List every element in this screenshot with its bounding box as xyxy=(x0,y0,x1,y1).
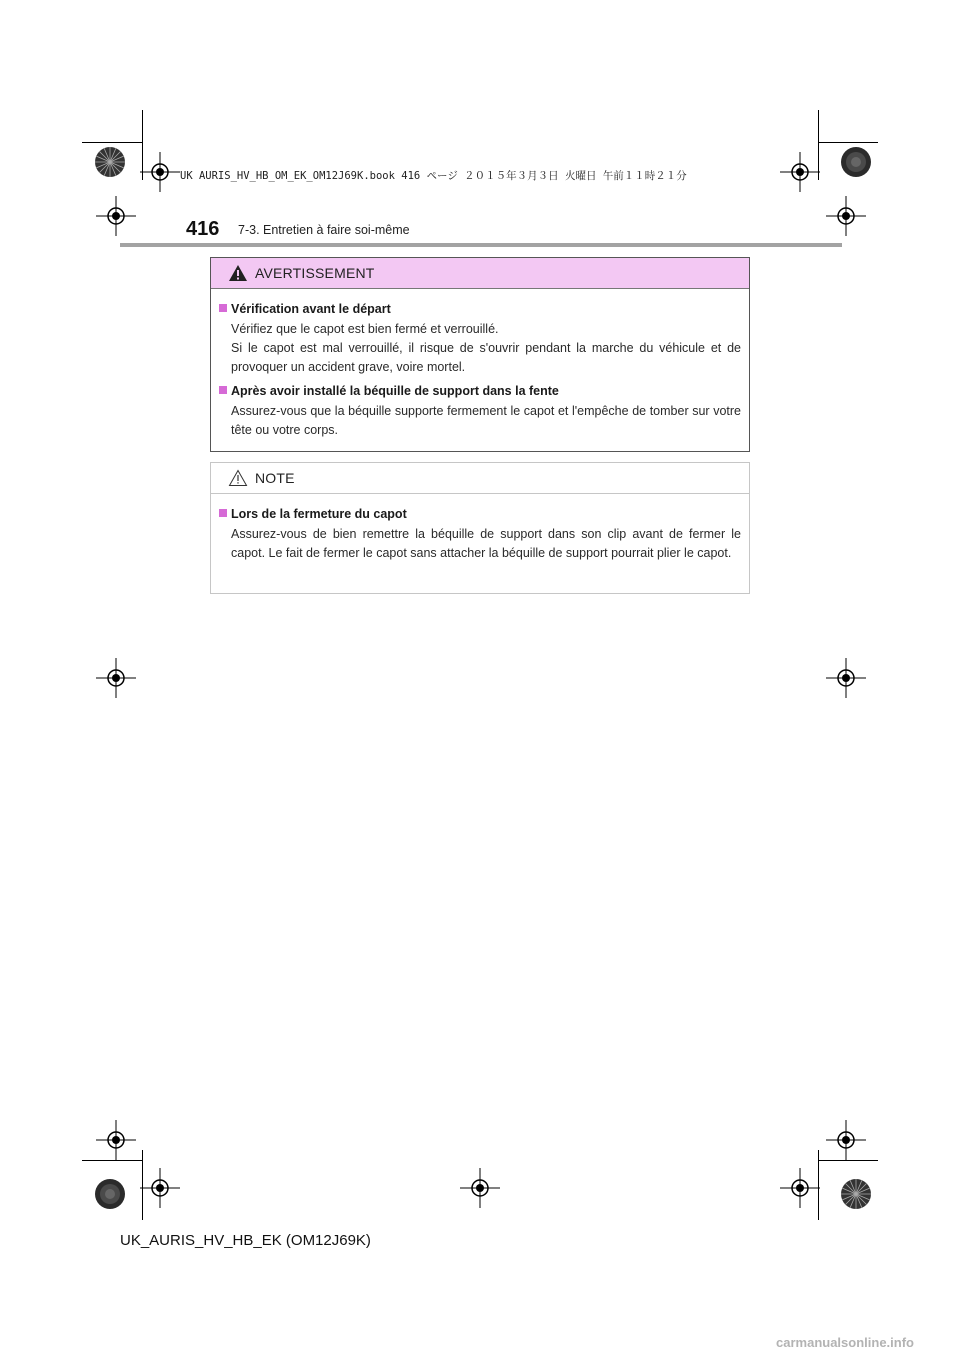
note-body xyxy=(211,494,749,563)
gray-rosette-icon xyxy=(840,146,872,178)
warning-item-text xyxy=(231,402,741,440)
registration-mark-icon xyxy=(96,196,136,236)
warning-item-title: Vérification avant le départ xyxy=(231,302,391,316)
crop-line xyxy=(818,1160,878,1161)
registration-mark-icon xyxy=(140,1168,180,1208)
warning-item-text xyxy=(231,320,741,377)
registration-mark-icon xyxy=(96,1120,136,1160)
print-info: UK AURIS_HV_HB_OM_EK_OM12J69K.book 416 ページ ２０１５年３月３日 火曜日 午前１１時２１分 xyxy=(180,170,687,182)
note-box xyxy=(210,462,750,594)
bullet-square-icon xyxy=(219,386,227,394)
registration-mark-icon xyxy=(826,1120,866,1160)
text-line: Vérifiez que le capot est bien fermé et verrouillé. xyxy=(231,322,499,336)
text-line: Assurez-vous de bien remettre la béquille de support dans son clip avant de fermer le capot. Le fait de fermer le capot sans attacher la béquille de support pourrait plier le capot. xyxy=(231,527,741,560)
bullet-square-icon xyxy=(219,509,227,517)
crop-line xyxy=(82,142,142,143)
registration-mark-icon xyxy=(96,658,136,698)
warning-box xyxy=(210,257,750,452)
registration-mark-icon xyxy=(140,152,180,192)
watermark: carmanualsonline.info xyxy=(776,1335,914,1350)
warning-body xyxy=(211,289,749,440)
registration-mark-icon xyxy=(826,196,866,236)
warning-item xyxy=(219,301,741,377)
crop-line xyxy=(82,1160,142,1161)
warning-label: AVERTISSEMENT xyxy=(255,265,375,281)
gray-rosette-icon xyxy=(94,1178,126,1210)
bullet-square-icon xyxy=(219,304,227,312)
caution-triangle-icon xyxy=(228,469,248,487)
color-rosette-icon xyxy=(840,1178,872,1210)
note-item-title: Lors de la fermeture du capot xyxy=(231,507,407,521)
note-label: NOTE xyxy=(255,470,295,486)
registration-mark-icon xyxy=(780,1168,820,1208)
registration-mark-icon xyxy=(780,152,820,192)
color-rosette-icon xyxy=(94,146,126,178)
page-number: 416 xyxy=(186,218,220,240)
warning-triangle-icon xyxy=(228,264,248,282)
warning-item xyxy=(219,383,741,440)
document-code: UK_AURIS_HV_HB_EK (OM12J69K) xyxy=(120,1232,371,1249)
registration-mark-icon xyxy=(826,658,866,698)
note-item-text xyxy=(231,525,741,563)
registration-mark-icon xyxy=(460,1168,500,1208)
warning-header xyxy=(211,258,749,289)
header-rule xyxy=(120,243,842,247)
note-header xyxy=(211,463,749,494)
warning-item-title: Après avoir installé la béquille de support dans la fente xyxy=(231,384,559,398)
text-line: Si le capot est mal verrouillé, il risque de s'ouvrir pendant la marche du véhicule et de provoquer un accident grave, voire mortel. xyxy=(231,341,741,374)
crop-line xyxy=(818,142,878,143)
text-line: Assurez-vous que la béquille supporte fermement le capot et l'empêche de tomber sur votre tête ou votre corps. xyxy=(231,404,741,437)
note-item xyxy=(219,506,741,563)
section-title: 7-3. Entretien à faire soi-même xyxy=(238,223,410,237)
